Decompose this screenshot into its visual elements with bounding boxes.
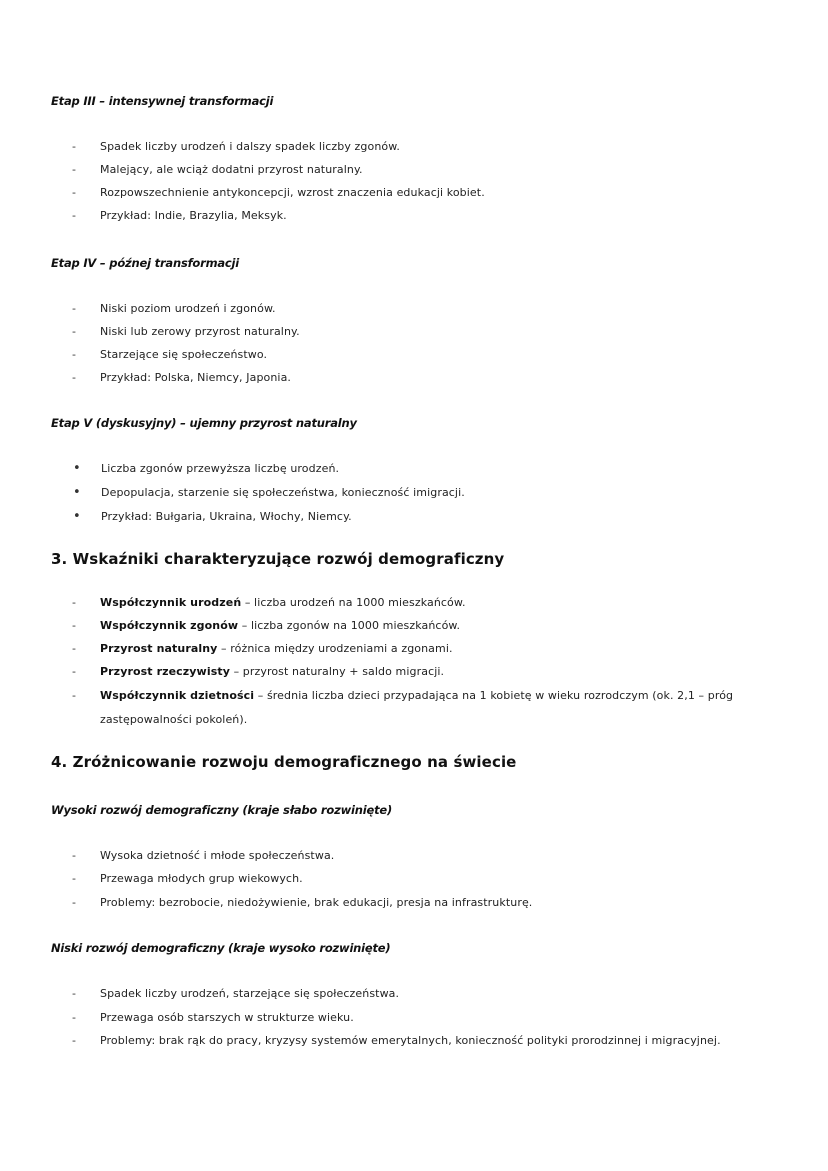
definition-item bbox=[72, 614, 460, 637]
list-item bbox=[72, 1006, 354, 1029]
dash-marker: - bbox=[72, 163, 77, 176]
list-item-text: Przykład: Polska, Niemcy, Japonia. bbox=[100, 371, 292, 384]
list-item bbox=[72, 481, 465, 504]
list-item bbox=[72, 867, 303, 890]
dash-marker: - bbox=[72, 1011, 77, 1024]
definition-desc: – liczba zgonów na 1000 mieszkańców. bbox=[238, 619, 461, 632]
list-item-text: Problemy: bezrobocie, niedożywienie, brak edukacji, presja na infrastrukturę. bbox=[100, 896, 533, 909]
list-item bbox=[72, 457, 339, 480]
list-item-text: Malejący, ale wciąż dodatni przyrost naturalny. bbox=[100, 163, 363, 176]
definition-item bbox=[72, 637, 453, 660]
list-item-text: Liczba zgonów przewyższa liczbę urodzeń. bbox=[101, 462, 340, 475]
definition-term: Współczynnik dzietności bbox=[100, 689, 255, 702]
bullet-marker: • bbox=[73, 461, 81, 476]
list-item bbox=[72, 135, 400, 158]
stage-5-heading: Etap V (dyskusyjny) – ujemny przyrost naturalny bbox=[51, 416, 357, 430]
dash-marker: - bbox=[72, 665, 77, 678]
list-item bbox=[72, 320, 300, 343]
dash-marker: - bbox=[72, 689, 77, 702]
stage-3-heading: Etap III – intensywnej transformacji bbox=[51, 94, 274, 108]
definition-term: Przyrost naturalny bbox=[100, 642, 218, 655]
bullet-marker: • bbox=[73, 485, 81, 500]
list-item-text: Starzejące się społeczeństwo. bbox=[100, 348, 268, 361]
definition-desc: – średnia liczba dzieci przypadająca na 1 kobietę w wieku rozrodczym (ok. 2,1 – próg bbox=[254, 689, 734, 702]
list-item-text: Niski lub zerowy przyrost naturalny. bbox=[100, 325, 300, 338]
dash-marker: - bbox=[72, 325, 77, 338]
definition-item bbox=[72, 684, 733, 707]
section-4-heading: 4. Zróżnicowanie rozwoju demograficznego na świecie bbox=[51, 753, 517, 771]
list-item bbox=[72, 158, 363, 181]
definition-term: Współczynnik zgonów bbox=[100, 619, 239, 632]
dash-marker: - bbox=[72, 596, 77, 609]
list-item-text: Rozpowszechnienie antykoncepcji, wzrost znaczenia edukacji kobiet. bbox=[100, 186, 485, 199]
definition-desc: – liczba urodzeń na 1000 mieszkańców. bbox=[241, 596, 466, 609]
definition-item bbox=[72, 591, 466, 614]
definition-term: Współczynnik urodzeń bbox=[100, 596, 242, 609]
dash-marker: - bbox=[72, 987, 77, 1000]
list-item bbox=[72, 891, 532, 914]
list-item bbox=[72, 204, 287, 227]
list-item bbox=[72, 844, 334, 867]
list-item bbox=[72, 181, 485, 204]
definition-item bbox=[72, 660, 444, 683]
list-item-text: Niski poziom urodzeń i zgonów. bbox=[100, 302, 276, 315]
list-item bbox=[72, 297, 276, 320]
dash-marker: - bbox=[72, 849, 77, 862]
list-item bbox=[72, 366, 291, 389]
definition-term: Przyrost rzeczywisty bbox=[100, 665, 230, 678]
definition-desc: – przyrost naturalny + saldo migracji. bbox=[229, 665, 445, 678]
high-growth-heading: Wysoki rozwój demograficzny (kraje słabo rozwinięte) bbox=[51, 803, 393, 817]
list-item-text: Przykład: Bułgaria, Ukraina, Włochy, Niemcy. bbox=[101, 510, 352, 523]
list-item-text: Depopulacja, starzenie się społeczeństwa, konieczność imigracji. bbox=[101, 486, 465, 499]
dash-marker: - bbox=[72, 371, 77, 384]
dash-marker: - bbox=[72, 1034, 77, 1047]
list-item-text: Przewaga osób starszych w strukturze wieku. bbox=[100, 1011, 354, 1024]
bullet-marker: • bbox=[73, 509, 81, 524]
section-3-heading: 3. Wskaźniki charakteryzujące rozwój demograficzny bbox=[51, 550, 505, 568]
list-item-text: Przykład: Indie, Brazylia, Meksyk. bbox=[100, 209, 287, 222]
definition-desc: – różnica między urodzeniami a zgonami. bbox=[217, 642, 453, 655]
low-growth-heading: Niski rozwój demograficzny (kraje wysoko rozwinięte) bbox=[51, 941, 391, 955]
list-item bbox=[72, 982, 399, 1005]
list-item-text: Spadek liczby urodzeń i dalszy spadek liczby zgonów. bbox=[100, 140, 400, 153]
list-item-text: Spadek liczby urodzeń, starzejące się społeczeństwa. bbox=[100, 987, 400, 1000]
stage-4-heading: Etap IV – późnej transformacji bbox=[51, 256, 240, 270]
list-item-text: Wysoka dzietność i młode społeczeństwa. bbox=[100, 849, 335, 862]
dash-marker: - bbox=[72, 642, 77, 655]
dash-marker: - bbox=[72, 619, 77, 632]
dash-marker: - bbox=[72, 209, 77, 222]
list-item bbox=[72, 343, 267, 366]
list-item bbox=[72, 505, 352, 528]
definition-desc-continued: zastępowalności pokoleń). bbox=[100, 713, 248, 726]
list-item-text: Przewaga młodych grup wiekowych. bbox=[100, 872, 303, 885]
list-item bbox=[72, 1029, 721, 1052]
list-item-text: Problemy: brak rąk do pracy, kryzysy systemów emerytalnych, konieczność polityki prorodzinnej i migracyjnej. bbox=[100, 1034, 721, 1047]
dash-marker: - bbox=[72, 302, 77, 315]
dash-marker: - bbox=[72, 348, 77, 361]
dash-marker: - bbox=[72, 140, 77, 153]
dash-marker: - bbox=[72, 186, 77, 199]
dash-marker: - bbox=[72, 896, 77, 909]
dash-marker: - bbox=[72, 872, 77, 885]
